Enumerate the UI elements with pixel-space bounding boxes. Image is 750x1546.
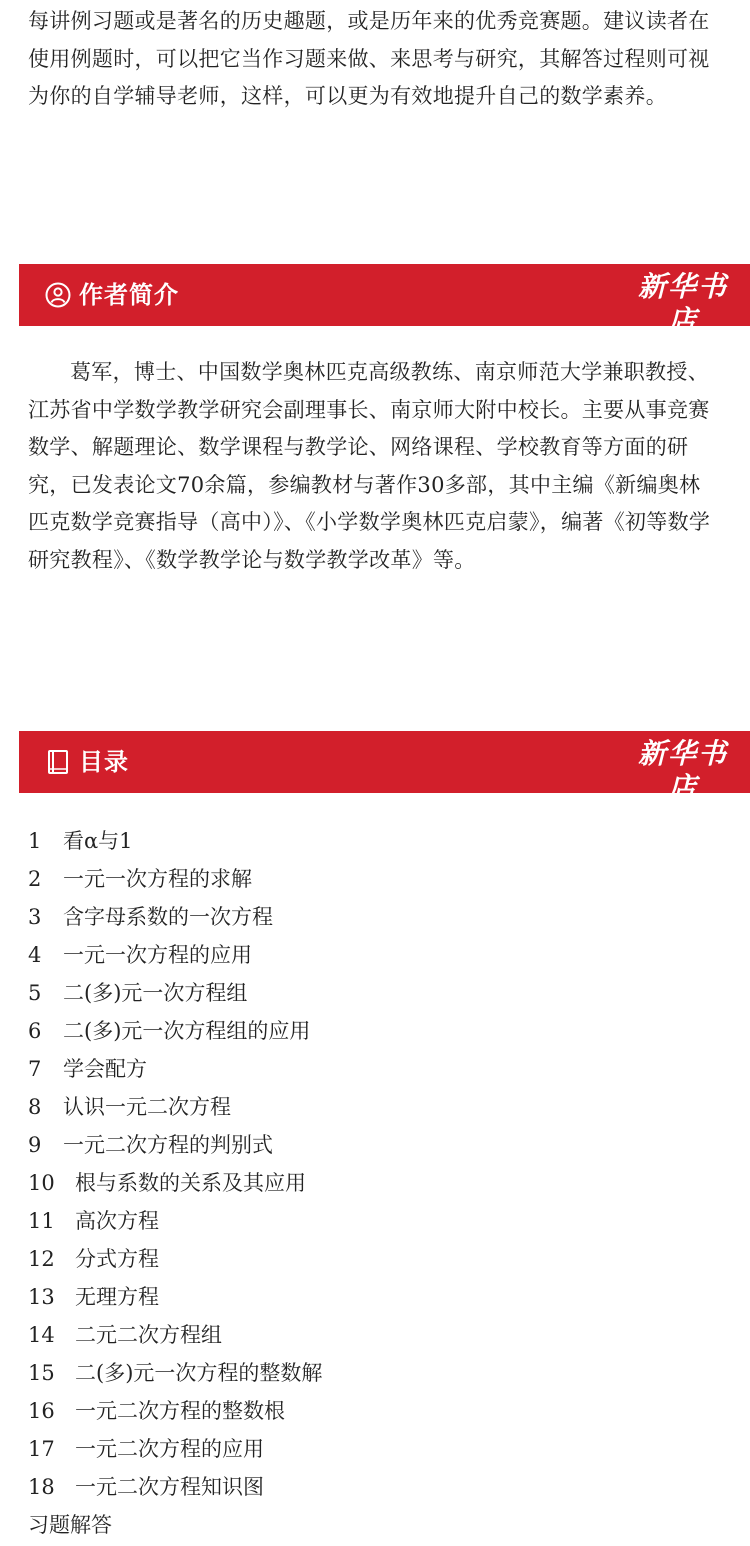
toc-item[interactable]	[28, 862, 728, 900]
toc-item-number: 16	[28, 1399, 55, 1423]
author-section-header	[19, 264, 750, 347]
toc-item[interactable]	[28, 1318, 728, 1356]
toc-item[interactable]	[28, 976, 728, 1014]
toc-item-number: 7	[28, 1057, 42, 1081]
toc-item-number: 4	[28, 943, 42, 967]
toc-list	[28, 824, 728, 1546]
toc-item[interactable]	[28, 1356, 728, 1394]
toc-item[interactable]	[28, 1432, 728, 1470]
toc-item-number: 13	[28, 1285, 55, 1309]
toc-item[interactable]	[28, 824, 728, 862]
toc-item-number: 18	[28, 1475, 55, 1499]
toc-item-title: 高次方程	[75, 1209, 159, 1233]
toc-item-title: 根与系数的关系及其应用	[75, 1171, 306, 1195]
toc-item[interactable]	[28, 938, 728, 976]
toc-item[interactable]	[28, 1394, 728, 1432]
author-bio: 葛军，博士、中国数学奥林匹克高级教练、南京师范大学兼职教授、江苏省中学数学教学研究会副理事长、南京师大附中校长。主要从事竞赛数学、解题理论、数学课程与教学论、网络课程、学校教育等方面的研究，已发表论文70余篇，参编教材与著作30多部，其中主编《新编奥林匹克数学竞赛指导（高中）》、《小学数学奥林匹克启蒙》，编著《初等数学研究教程》、《数学教学论与数学教学改革》等。	[28, 360, 711, 572]
brand-en: XINHUA BOOKSTORE	[633, 338, 733, 347]
toc-item-title: 一元一次方程的求解	[63, 867, 252, 891]
brand-en: XINHUA BOOKSTORE	[633, 805, 733, 814]
toc-item-title: 一元一次方程的应用	[63, 943, 252, 967]
toc-item[interactable]	[28, 1280, 728, 1318]
toc-item-number: 1	[28, 829, 42, 853]
toc-item-number: 15	[28, 1361, 55, 1385]
toc-item-answers[interactable]	[28, 1508, 728, 1546]
toc-item[interactable]	[28, 1166, 728, 1204]
toc-item[interactable]	[28, 1204, 728, 1242]
toc-section-title: 目录	[79, 748, 129, 776]
xinhua-bookstore-logo	[628, 270, 738, 348]
toc-item-number: 12	[28, 1247, 55, 1271]
book-icon	[45, 749, 71, 775]
toc-item-title: 二(多)元一次方程的整数解	[75, 1361, 323, 1385]
toc-item[interactable]	[28, 1014, 728, 1052]
toc-item[interactable]	[28, 1052, 728, 1090]
author-section-title: 作者简介	[79, 281, 179, 309]
toc-item-number: 8	[28, 1095, 42, 1119]
toc-item-title: 看α与1	[63, 829, 133, 853]
toc-item-number: 5	[28, 981, 42, 1005]
toc-item-title: 二(多)元一次方程组	[63, 981, 248, 1005]
toc-item-title: 一元二次方程的判别式	[63, 1133, 273, 1157]
toc-item-title: 分式方程	[75, 1247, 159, 1271]
toc-item-title: 一元二次方程的整数根	[75, 1399, 285, 1423]
toc-item-title: 二元二次方程组	[75, 1323, 222, 1347]
toc-section-header	[19, 731, 750, 814]
toc-item-number: 2	[28, 867, 42, 891]
brand-cn: 新华书店	[637, 270, 728, 337]
user-circle-icon	[45, 282, 71, 308]
toc-item-number: 10	[28, 1171, 55, 1195]
toc-item-title: 一元二次方程的应用	[75, 1437, 264, 1461]
toc-item[interactable]	[28, 900, 728, 938]
toc-item-number: 9	[28, 1133, 42, 1157]
toc-item-title: 含字母系数的一次方程	[63, 905, 273, 929]
toc-item-number: 17	[28, 1437, 55, 1461]
toc-item-number: 3	[28, 905, 42, 929]
toc-item-number: 6	[28, 1019, 42, 1043]
toc-item-number: 14	[28, 1323, 55, 1347]
toc-item[interactable]	[28, 1470, 728, 1508]
xinhua-bookstore-logo	[628, 737, 738, 815]
toc-item-number: 11	[28, 1209, 55, 1233]
toc-item-title: 一元二次方程知识图	[75, 1475, 264, 1499]
brand-cn: 新华书店	[637, 737, 728, 804]
toc-item-title: 认识一元二次方程	[63, 1095, 231, 1119]
toc-item[interactable]	[28, 1090, 728, 1128]
toc-item[interactable]	[28, 1242, 728, 1280]
toc-item[interactable]	[28, 1128, 728, 1166]
toc-item-title: 学会配方	[63, 1057, 147, 1081]
toc-item-title: 二(多)元一次方程组的应用	[63, 1019, 311, 1043]
toc-item-title: 无理方程	[75, 1285, 159, 1309]
intro-paragraph: 每讲例习题或是著名的历史趣题，或是历年来的优秀竞赛题。建议读者在使用例题时，可以把它当作习题来做、来思考与研究，其解答过程则可视为你的自学辅导老师，这样，可以更为有效地提升自己的数学素养。	[28, 9, 710, 108]
toc-answers-title: 习题解答	[28, 1513, 112, 1537]
